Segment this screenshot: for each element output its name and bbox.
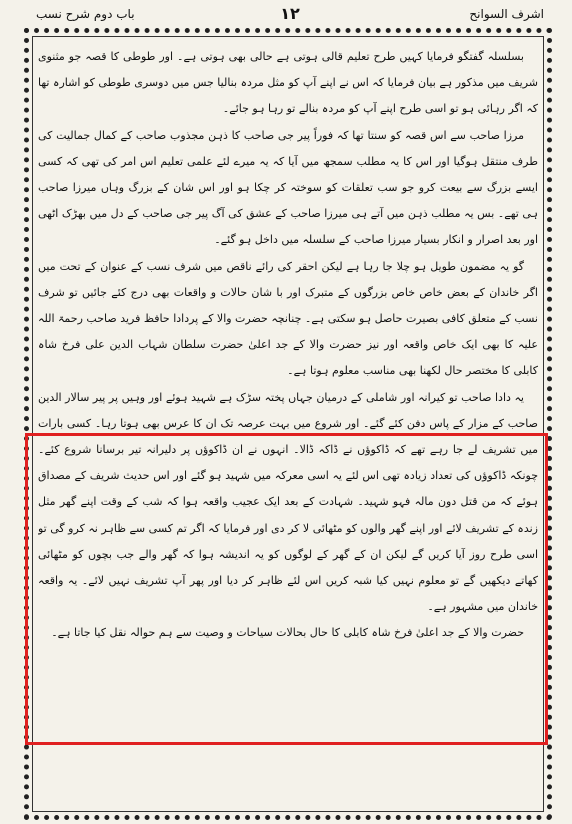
chapter-title: باب دوم شرح نسب: [36, 7, 135, 21]
paragraph: حضرت والا کے جد اعلیٰ فرخ شاہ کابلی کا حال بحالات سیاحات و وصیت سے ہم حوالہ نقل کیا جاتا ہے۔: [51, 626, 524, 640]
page-header: [30, 4, 550, 26]
book-title: اشرف السوانح: [469, 7, 544, 21]
paragraph: گو یہ مضمون طویل ہو چلا جا رہا ہے لیکن احقر کی رائے ناقص میں شرف نسب کے عنوان کے تحت میں اگر خاندان کے بعض خاص خاص بزرگوں کے متبرک اور با شان حالات و واقعات بھی درج کئے جائیں تو شرف نسب کے متعلق کافی بصیرت حاصل ہو سکتی ہے۔ چنانچہ حضرت والا کے پردادا حافظ فرید صاحب رحمۃ اللہ علیہ کا بھی ایک خاص واقعہ اور نیز حضرت والا کے جد اعلیٰ حضرت سلطان شہاب الدین علی فرخ شاہ کابلی کا مختصر حال لکھنا بھی مناسب معلوم ہوتا ہے۔: [38, 259, 538, 378]
highlight-box: [25, 433, 548, 745]
paragraph: مرزا صاحب سے اس قصہ کو سنتا تھا کہ فوراً پیر جی صاحب کا ذہن مجذوب صاحب کے کمال جمالیت کی طرف منتقل ہوگیا اور اس کا یہ مطلب سمجھ میں آیا کہ یہ میرے لئے علمی تعلیم اس امر کی تھی کہ کسی ایسے بزرگ سے بیعت کرو جو سب تعلقات کو سوختہ کر چکا ہو اور اس شان کے بزرگ وہاں میرزا صاحب ہی تھے۔ بس یہ مطلب ذہن میں آتے ہی میرزا صاحب کے عشق کی آگ پیر جی صاحب کے دل میں بھڑک اٹھی اور بعد اصرار و انکار بسیار میرزا صاحب کے سلسلہ میں داخل ہو گئے۔: [38, 128, 538, 247]
paragraph: بسلسلہ گفتگو فرمایا کہیں طرح تعلیم قالی ہوتی ہے حالی بھی ہوتی ہے۔ اور طوطی کا قصہ جو مثنوی شریف میں مذکور ہے بیان فرمایا کہ اس نے اپنے آپ کو مثل مردہ بنالیا جس میں دوسری طوطی کو اشارہ تھا کہ اگر رہائی ہو تو اسی طرح اپنے آپ کو مردہ بنالے تو رہا ہو جائے۔: [38, 50, 538, 116]
page-number: ۱۲: [280, 4, 300, 23]
paragraph: یہ دادا صاحب تو کیرانہ اور شاملی کے درمیان جہاں پختہ سڑک ہے شہید ہوئے اور وہیں پر پیر سالار الدین صاحب کے مزار کے پاس دفن کئے گئے۔ اور شروع میں بہت عرصہ تک ان کا عرس بھی ہوتا رہا۔ کسی بارات میں تشریف لے جا رہے تھے کہ ڈاکوؤں نے ڈاکہ ڈالا۔ انہوں نے ان ڈاکوؤں پر دلیرانہ تیر برسانا شروع کئے۔ چونکہ ڈاکوؤں کی تعداد زیادہ تھی اس لئے یہ اسی معرکہ میں شہید ہو گئے اور اس حدیث شریف کے مصداق ہوئے کہ من قتل دون مالہ فہو شہید۔ شہادت کے بعد ایک عجیب واقعہ ہوا کہ شب کے وقت اپنے گھر مثل زندہ کے تشریف لائے اور اپنے گھر والوں کو مٹھائی لا کر دی اور فرمایا کہ اگر تم کسی سے ظاہر نہ کرو گی تو اسی طرح روز آیا کریں گے لیکن ان کے گھر کے لوگوں کو یہ اندیشہ ہوا کہ گھر والے جب بچوں کو مٹھائی کھاتے دیکھیں گے تو معلوم نہیں کیا شبہ کریں اس لئے ظاہر کر دیا اور پھر آپ تشریف نہیں لائے۔ یہ واقعہ خاندان میں مشہور ہے۔: [38, 390, 538, 614]
